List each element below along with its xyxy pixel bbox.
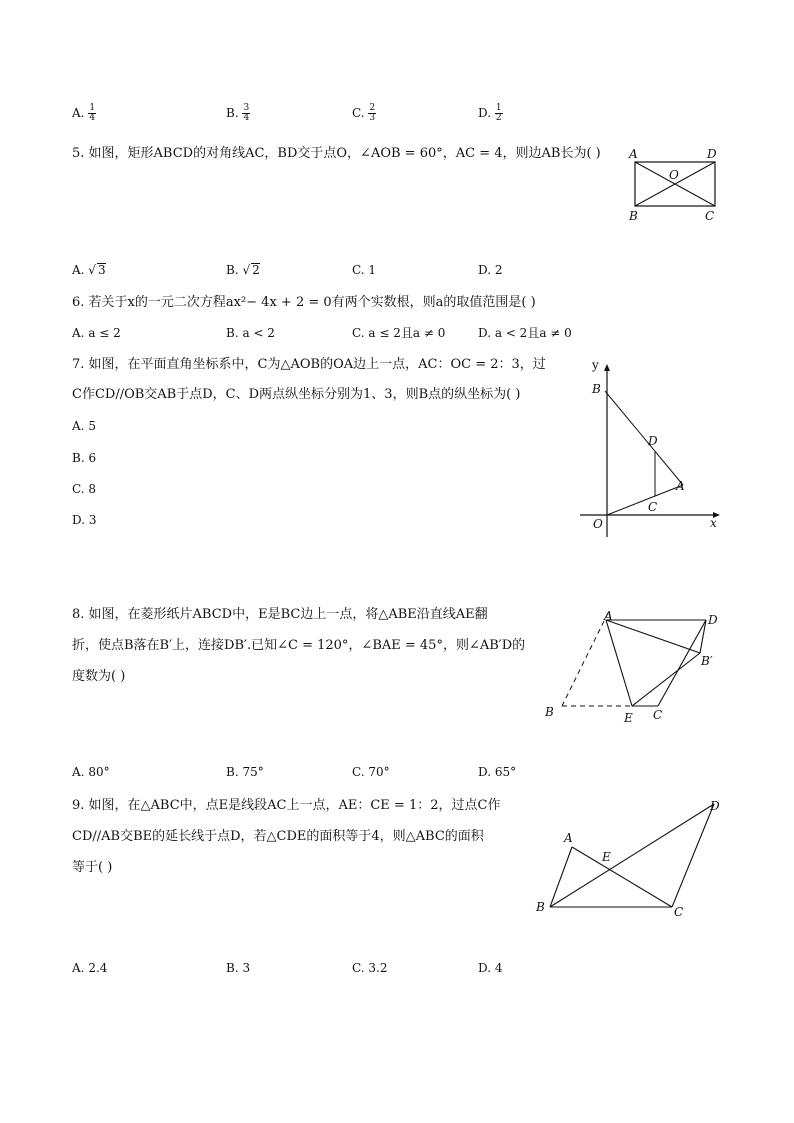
- segment-ab-prime: [606, 620, 700, 653]
- q9-triangle-figure: [530, 795, 730, 925]
- q7-option-a[interactable]: A. 5: [72, 419, 96, 433]
- label-c: C: [648, 500, 658, 514]
- q5-rectangle-figure: [620, 140, 730, 230]
- q5-option-a[interactable]: A. √ 3: [72, 263, 106, 277]
- label-o: O: [593, 517, 603, 531]
- label-c: C: [705, 209, 715, 223]
- label-b: B: [592, 382, 601, 396]
- q8-stem-line3: 度数为( ): [72, 669, 126, 684]
- q8-option-d[interactable]: D. 65°: [478, 765, 517, 779]
- q8-stem-line2: 折，使点B落在B′上，连接DB′.已知∠C = 120°，∠BAE = 45°，则∠AB′D的: [72, 638, 526, 653]
- segment-eb-prime: [632, 653, 700, 706]
- q7-option-c[interactable]: C. 8: [72, 482, 97, 496]
- q5-stem: 5. 如图，矩形ABCD的对角线AC，BD交于点O，∠AOB = 60°，AC = 4，则边AB长为( ): [72, 146, 601, 161]
- q9-stem-line2: CD//AB交BE的延长线于点D，若△CDE的面积等于4，则△ABC的面积: [72, 829, 484, 844]
- q7-coordinate-figure: [575, 355, 730, 540]
- q8-option-b[interactable]: B. 75°: [226, 765, 264, 779]
- q8-option-a[interactable]: A. 80°: [72, 765, 110, 779]
- q9-stem-line3: 等于( ): [72, 860, 113, 875]
- q7-option-b[interactable]: B. 6: [72, 451, 97, 465]
- label-d: D: [648, 434, 658, 448]
- label-o: O: [669, 168, 679, 182]
- q8-stem-line1: 8. 如图，在菱形纸片ABCD中，E是BC边上一点，将△ABE沿直线AE翻: [72, 607, 488, 622]
- label-x: x: [710, 516, 717, 530]
- label-e: E: [602, 850, 611, 864]
- q9-option-b[interactable]: B. 3: [226, 961, 251, 975]
- label-d: D: [707, 147, 717, 161]
- segment-ae: [606, 620, 632, 706]
- label-b: B: [545, 705, 554, 719]
- segment-oa: [607, 485, 683, 515]
- label-e: E: [624, 711, 633, 725]
- q7-stem-line2: C作CD//OB交AB于点D，C、D两点纵坐标分别为1、3，则B点的纵坐标为( ): [72, 387, 521, 402]
- fraction: $\frac{2}{3}$: [369, 103, 376, 123]
- q9-option-d[interactable]: D. 4: [478, 961, 503, 975]
- q9-option-c[interactable]: C. 3.2: [352, 961, 388, 975]
- segment-dc: [672, 804, 714, 907]
- q5-option-c[interactable]: C. 1: [352, 263, 377, 277]
- label-b: B: [536, 900, 545, 914]
- q4-option-b[interactable]: B. $\frac{3}{4}$: [226, 103, 250, 123]
- fraction: $\frac{1}{2}$: [495, 103, 502, 123]
- fraction: $\frac{3}{4}$: [243, 103, 250, 123]
- segment-ba: [550, 847, 572, 907]
- label-a: A: [604, 609, 613, 623]
- segment-dc: [658, 620, 706, 706]
- q6-option-a[interactable]: A. a ≤ 2: [72, 326, 121, 340]
- label-b: B: [629, 209, 638, 223]
- fraction: $\frac{1}{4}$: [89, 103, 96, 123]
- segment-ac: [572, 847, 672, 907]
- q8-rhombus-figure: [540, 605, 730, 730]
- q9-stem-line1: 9. 如图，在△ABC中，点E是线段AC上一点，AE：CE = 1：2，过点C作: [72, 798, 501, 813]
- q4-option-c[interactable]: C. $\frac{2}{3}$: [352, 103, 376, 123]
- label-a: A: [564, 831, 573, 845]
- q9-option-a[interactable]: A. 2.4: [72, 961, 108, 975]
- label-y: y: [592, 358, 599, 372]
- q5-option-b[interactable]: B. √ 2: [226, 263, 260, 277]
- label-d: D: [710, 799, 720, 813]
- q6-option-c[interactable]: C. a ≤ 2且a ≠ 0: [352, 326, 446, 340]
- label-b-prime: B′: [701, 654, 713, 668]
- segment-bd: [550, 804, 714, 907]
- q8-option-c[interactable]: C. 70°: [352, 765, 390, 779]
- q6-stem: 6. 若关于x的一元二次方程ax²− 4x + 2 = 0有两个实数根，则a的取值范围是( ): [72, 295, 536, 310]
- q7-option-d[interactable]: D. 3: [72, 513, 97, 527]
- label-a: A: [629, 147, 638, 161]
- segment-ab-dashed: [562, 613, 608, 706]
- q6-option-b[interactable]: B. a < 2: [226, 326, 275, 340]
- q7-stem-line1: 7. 如图，在平面直角坐标系中，C为△AOB的OA边上一点，AC：OC = 2：3，过: [72, 357, 546, 372]
- label-d: D: [708, 613, 718, 627]
- segment-ab: [605, 391, 683, 485]
- label-c: C: [653, 708, 663, 722]
- label-a: A: [676, 479, 685, 493]
- y-axis-arrow-icon: [604, 364, 610, 371]
- q4-option-d[interactable]: D. $\frac{1}{2}$: [478, 103, 502, 123]
- q6-option-d[interactable]: D. a < 2且a ≠ 0: [478, 326, 572, 340]
- q4-option-a[interactable]: A. $\frac{1}{4}$: [72, 103, 96, 123]
- q5-option-d[interactable]: D. 2: [478, 263, 503, 277]
- label-c: C: [674, 905, 684, 919]
